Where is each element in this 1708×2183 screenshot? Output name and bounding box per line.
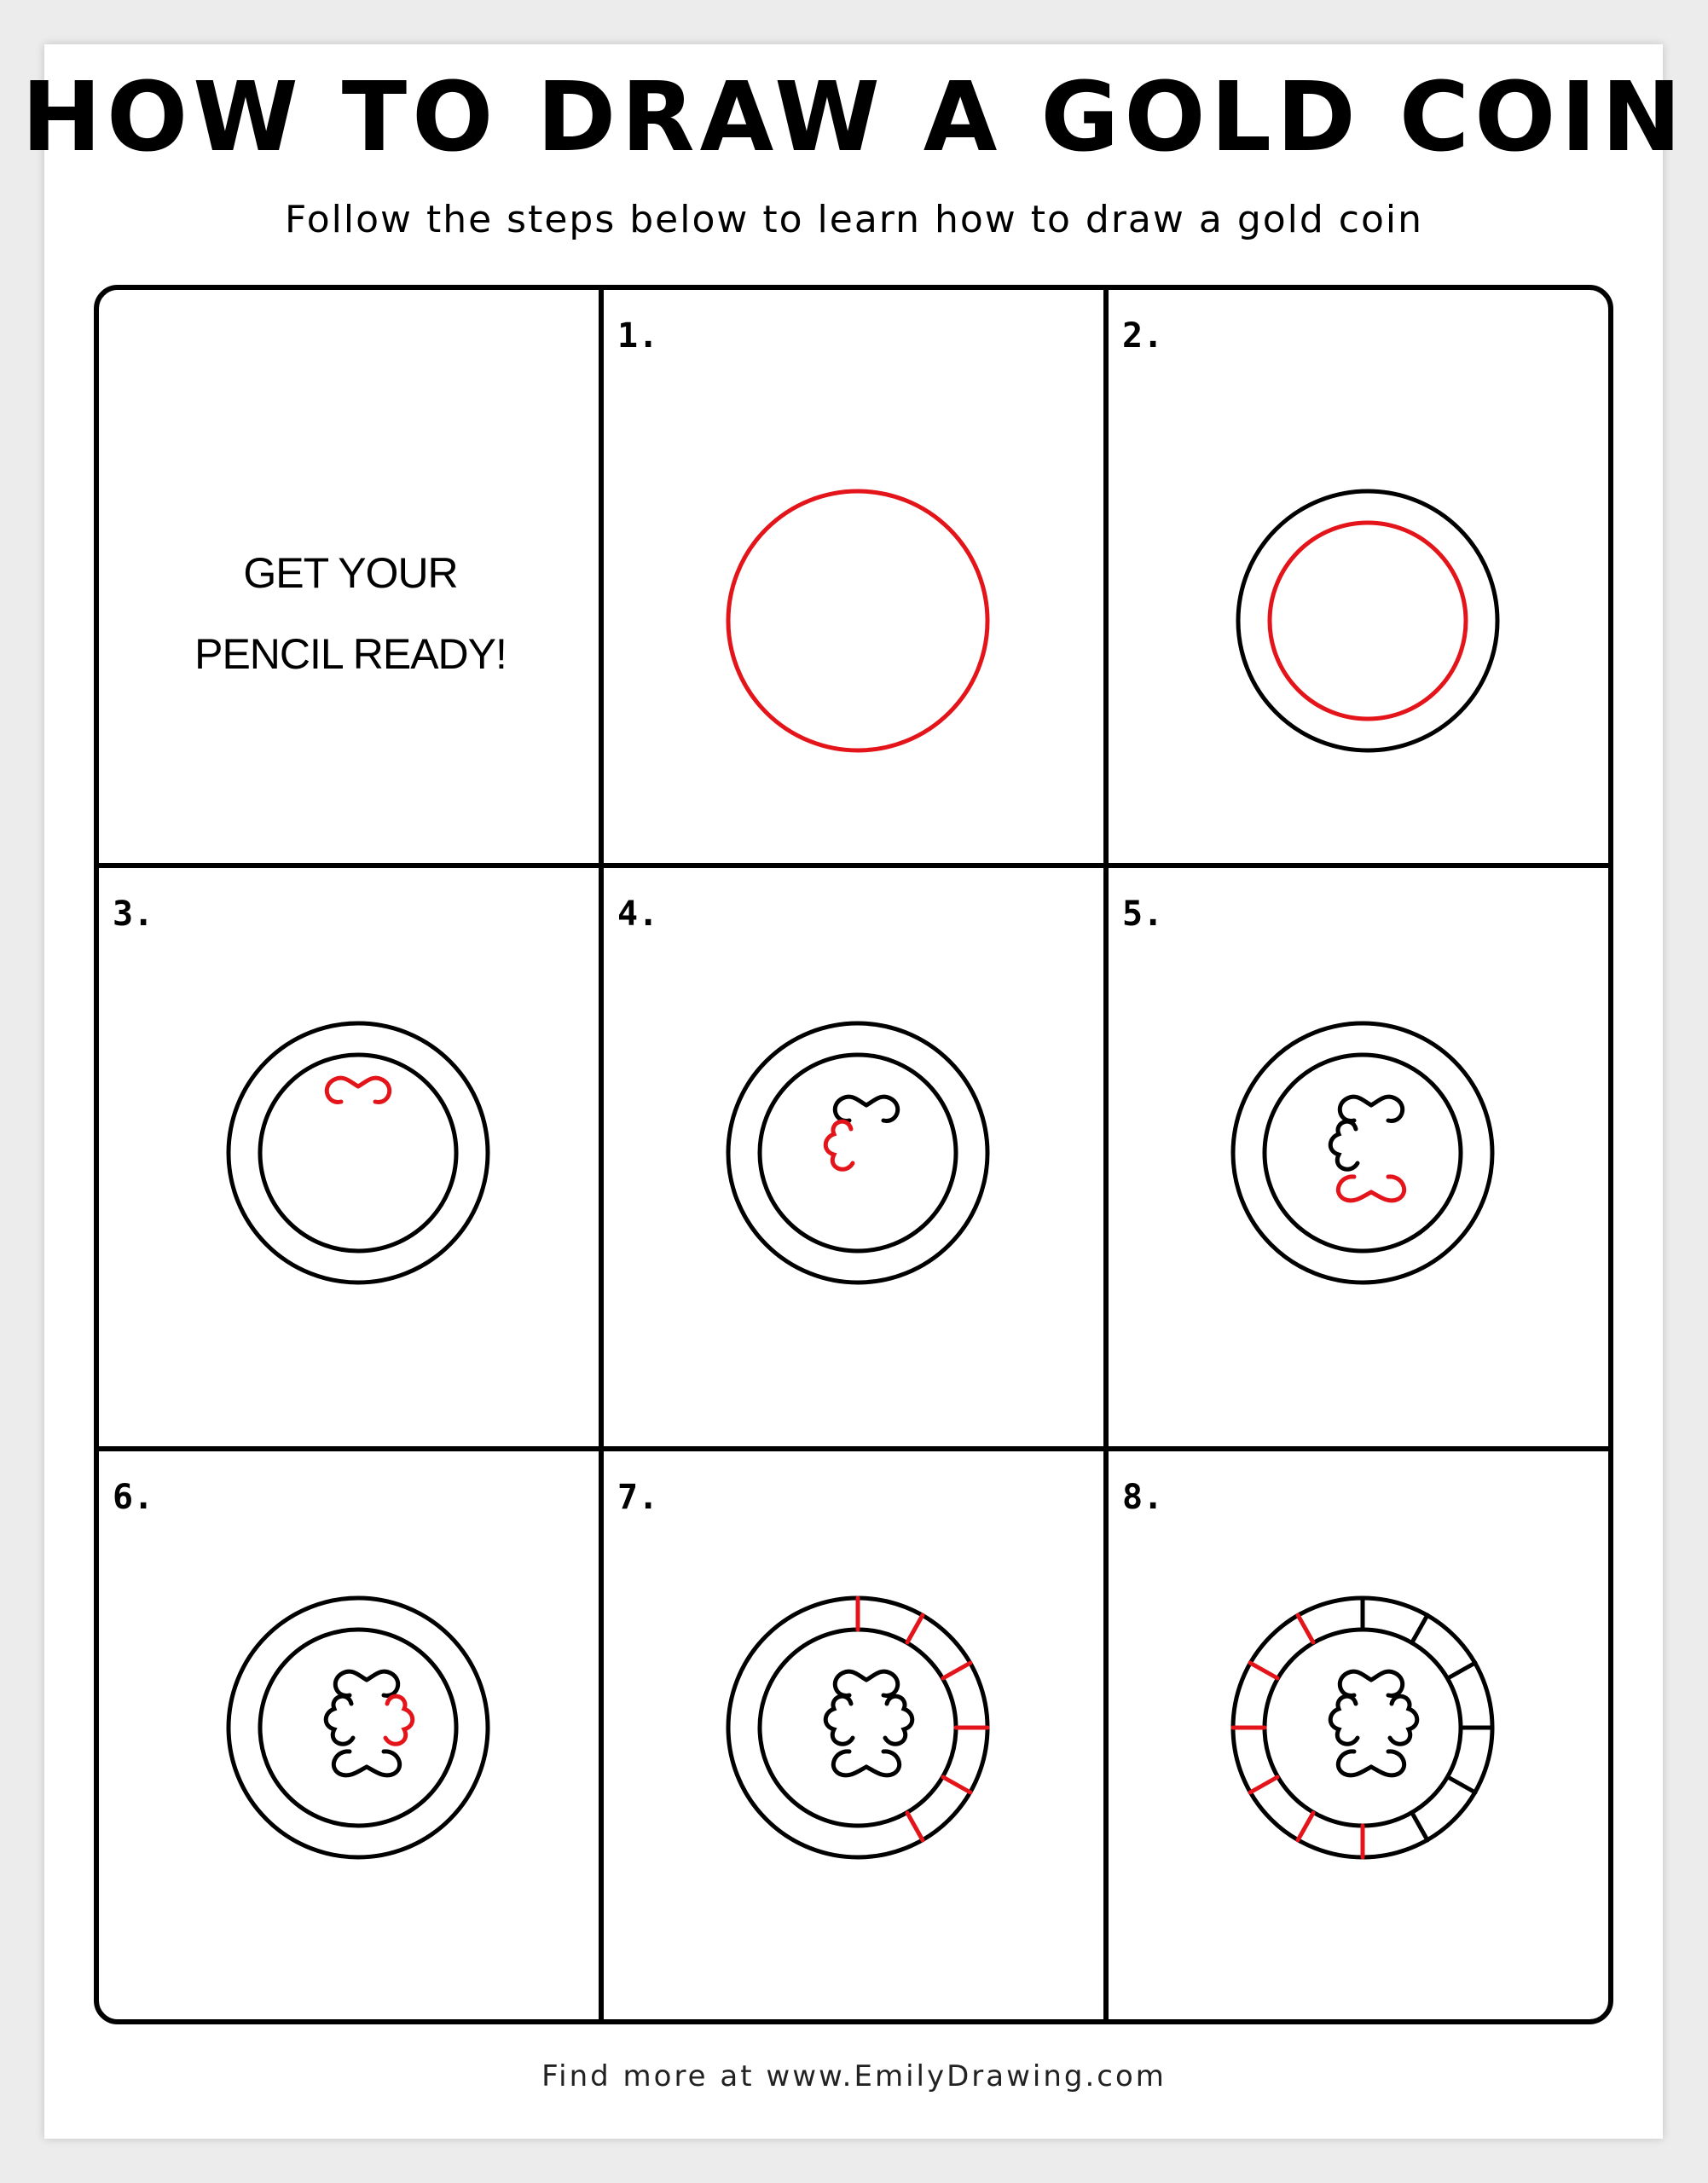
step-number: 4.	[617, 895, 659, 934]
step-panel-5	[1109, 868, 1608, 1446]
step-8-drawing	[1109, 1451, 1608, 2024]
page-subtitle: Follow the steps below to learn how to draw a gold coin	[284, 198, 1424, 241]
step-panel-8	[1109, 1451, 1608, 2024]
step-panel-6	[99, 1451, 599, 2024]
step-1-drawing	[604, 290, 1103, 863]
step-7-drawing	[604, 1451, 1103, 2024]
footer-credit: Find more at www.EmilyDrawing.com	[541, 2059, 1167, 2093]
step-number: 7.	[617, 1478, 659, 1517]
step-panel-1	[604, 290, 1103, 863]
step-number: 8.	[1122, 1478, 1164, 1517]
intro-text-line-2: PENCIL READY!	[194, 630, 507, 678]
step-panel-7	[604, 1451, 1103, 2024]
step-panel-4	[604, 868, 1103, 1446]
step-number: 2.	[1122, 316, 1164, 356]
step-panel-3	[99, 868, 599, 1446]
step-5-drawing	[1109, 868, 1608, 1446]
intro-text-line-1: GET YOUR	[243, 549, 458, 597]
step-number: 1.	[617, 316, 659, 356]
step-panel-2	[1109, 290, 1608, 863]
step-number: 3.	[113, 895, 154, 934]
step-number: 6.	[113, 1478, 154, 1517]
intro-panel	[99, 290, 599, 863]
steps-grid	[94, 285, 1613, 2024]
step-3-drawing	[99, 868, 599, 1446]
step-2-drawing	[1109, 290, 1608, 863]
step-6-drawing	[99, 1451, 599, 2024]
step-4-drawing	[604, 868, 1103, 1446]
step-number: 5.	[1122, 895, 1164, 934]
page-title: HOW TO DRAW A GOLD COIN	[21, 62, 1687, 173]
